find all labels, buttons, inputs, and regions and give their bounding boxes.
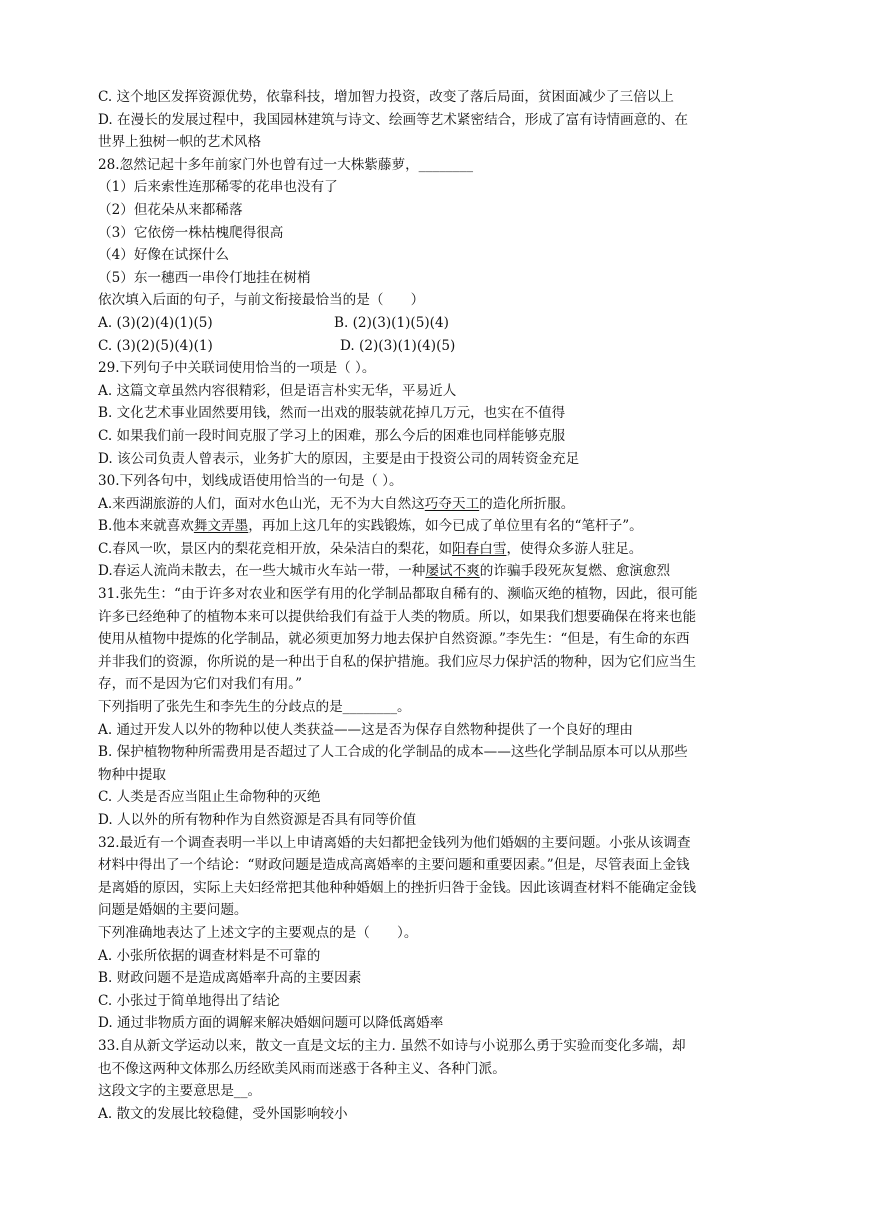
q32-option-d: D. 通过非物质方面的调解来解决婚姻问题可以降低离婚率 <box>98 1015 444 1032</box>
q28-sentence-1: （1）后来索性连那稀零的花串也没有了 <box>98 179 338 196</box>
q31-passage-line1: 31.张先生：“由于许多对农业和医学有用的化学制品都取自稀有的、濒临灭绝的植物，因此，很可能 <box>98 586 698 603</box>
q28-sentence-3: （3）它依傍一株枯槐爬得很高 <box>98 224 284 241</box>
q31-passage-line2: 许多已经绝种了的植物本来可以提供给我们有益于人类的物质。所以，如果我们想要确保在将来也能 <box>98 608 697 625</box>
q32-option-b: B. 财政问题不是造成离婚率升高的主要因素 <box>98 970 362 987</box>
q28-option-c: C. (3)(2)(5)(4)(1) <box>98 337 213 354</box>
q32-passage-line4: 问题是婚姻的主要问题。 <box>98 902 248 919</box>
q31-option-c: C. 人类是否应当阻止生命物种的灭绝 <box>98 789 321 806</box>
q28-stem: 28.忽然记起十多年前家门外也曾有过一大株紫藤萝，________ <box>98 156 474 173</box>
q30-b-text-before: B.他本来就喜欢 <box>98 518 194 535</box>
q29-option-c: C. 如果我们前一段时间克服了学习上的困难，那么今后的困难也同样能够克服 <box>98 427 566 444</box>
q32-option-c: C. 小张过于简单地得出了结论 <box>98 992 280 1009</box>
q28-sentence-2: （2）但花朵从来都稀落 <box>98 201 243 218</box>
q30-b-text-after: ，再加上这几年的实践锻炼，如今已成了单位里有名的“笔杆子”。 <box>248 518 643 535</box>
q28-prompt: 依次填入后面的句子，与前文衔接最恰当的是（ ） <box>98 292 425 309</box>
q31-passage-line4: 并非我们的资源，你所说的是一种出于自私的保护措施。我们应尽力保护活的物种，因为它们应当生 <box>98 653 697 670</box>
q33-prompt: 这段文字的主要意思是__。 <box>98 1083 262 1100</box>
q33-option-a: A. 散文的发展比较稳健，受外国影响较小 <box>98 1105 348 1122</box>
q29-stem: 29.下列句子中关联词使用恰当的一项是（ ）。 <box>98 360 376 377</box>
q32-prompt: 下列准确地表达了上述文字的主要观点的是（ ）。 <box>98 924 418 941</box>
q27-option-c: C. 这个地区发挥资源优势，依靠科技，增加智力投资，改变了落后局面，贫困面减少了三倍以上 <box>98 89 674 105</box>
q31-option-a: A. 通过开发人以外的物种以使人类获益——这是否为保存自然物种提供了一个良好的理由 <box>98 721 634 738</box>
q30-c-text-before: C.春风一吹，景区内的梨花竞相开放，朵朵洁白的梨花，如 <box>98 540 453 557</box>
q27-option-d-line2: 世界上独树一帜的艺术风格 <box>98 134 262 151</box>
q28-option-b: B. (2)(3)(1)(5)(4) <box>334 314 449 331</box>
q31-option-d: D. 人以外的所有物种作为自然资源是否具有同等价值 <box>98 812 417 828</box>
q32-option-a: A. 小张所依据的调查材料是不可靠的 <box>98 947 321 964</box>
q33-passage-line2: 也不像这两种文体那么历经欧美风雨而迷惑于各种主义、各种门派。 <box>98 1060 506 1077</box>
q28-sentence-4: （4）好像在试探什么 <box>98 247 229 264</box>
q29-option-d: D. 该公司负责人曾表示，业务扩大的原因，主要是由于投资公司的周转资金充足 <box>98 450 580 467</box>
q30-a-text-after: 的造化所折服。 <box>479 495 575 512</box>
q32-passage-line1: 32.最近有一个调查表明一半以上申请离婚的夫妇都把金钱列为他们婚姻的主要问题。小张从该调查 <box>98 834 691 851</box>
q27-option-d-line1: D. 在漫长的发展过程中，我国园林建筑与诗文、绘画等艺术紧密结合，形成了富有诗情画意的、在 <box>98 111 688 128</box>
q30-a-underlined-idiom: 巧夺天工 <box>424 495 480 512</box>
q30-a-text-before: A.来西湖旅游的人们，面对水色山光，无不为大自然这 <box>98 495 425 512</box>
q31-option-b-line1: B. 保护植物物种所需费用是否超过了人工合成的化学制品的成本——这些化学制品原本可以从那些 <box>98 744 688 761</box>
q29-option-a: A. 这篇文章虽然内容很精彩，但是语言朴实无华，平易近人 <box>98 382 457 399</box>
q30-option-a <box>98 493 787 516</box>
q30-option-c <box>98 538 787 561</box>
q31-prompt: 下列指明了张先生和李先生的分歧点的是________。 <box>98 699 411 716</box>
q28-options-row1 <box>98 312 787 335</box>
q28-sentence-5: （5）东一穗西一串伶仃地挂在树梢 <box>98 269 311 286</box>
q30-c-underlined-idiom: 阳春白雪 <box>452 540 507 557</box>
q30-b-underlined-idiom: 舞文弄墨 <box>193 518 249 535</box>
q30-d-underlined-idiom: 屡试不爽 <box>425 563 480 580</box>
q28-options-row2 <box>98 335 787 358</box>
q30-option-d <box>98 560 787 583</box>
q32-passage-line3: 是离婚的原因，实际上夫妇经常把其他种种婚姻上的挫折归咎于金钱。因此该调查材料不能确定金钱 <box>98 879 697 896</box>
q30-stem: 30.下列各句中，划线成语使用恰当的一句是（ ）。 <box>98 473 403 490</box>
q31-option-b-line2: 物种中提取 <box>98 766 166 783</box>
q31-passage-line3: 使用从植物中提炼的化学制品，就必须更加努力地去保护自然资源。”李先生：“但是，有生命的东西 <box>98 631 690 648</box>
q33-passage-line1: 33.自从新文学运动以来，散文一直是文坛的主力. 虽然不如诗与小说那么勇于实验而变化多端，却 <box>98 1037 686 1054</box>
q30-d-text-before: D.春运人流尚未散去，在一些大城市火车站一带，一种 <box>98 563 426 580</box>
q30-d-text-after: 的诈骗手段死灰复燃、愈演愈烈 <box>479 563 671 580</box>
q31-passage-line5: 存，而不是因为它们对我们有用。” <box>98 676 303 693</box>
q30-option-b <box>98 515 787 538</box>
q29-option-b: B. 文化艺术事业固然要用钱，然而一出戏的服装就花掉几万元，也实在不值得 <box>98 405 566 422</box>
q30-c-text-after: ，使得众多游人驻足。 <box>506 540 643 557</box>
q28-option-a: A. (3)(2)(4)(1)(5) <box>98 314 213 331</box>
q32-passage-line2: 材料中得出了一个结论：“财政问题是造成高离婚率的主要问题和重要因素。”但是，尽管表面上金钱 <box>98 857 690 874</box>
q28-option-d: D. (2)(3)(1)(4)(5) <box>340 337 456 354</box>
